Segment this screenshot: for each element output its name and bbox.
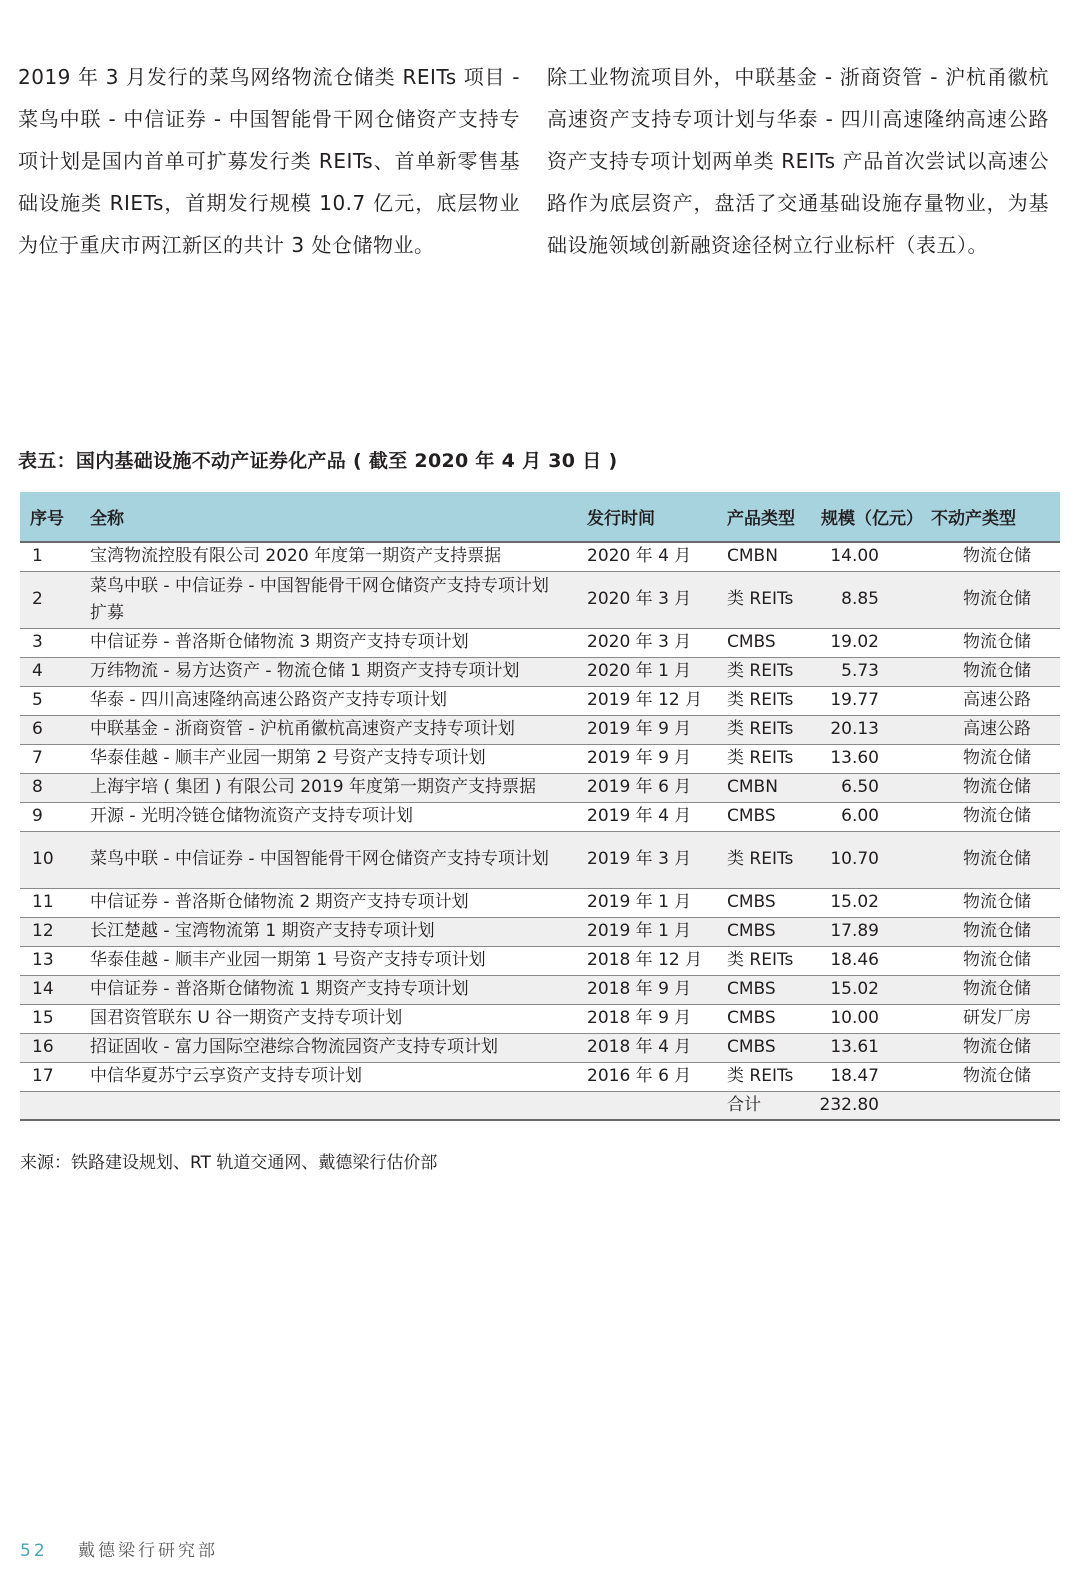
table-row [20,542,1060,571]
cell-type: 类 REITs [727,719,794,739]
cell-name: 中信华夏苏宁云享资产支持专项计划 [90,1066,362,1086]
table-row [20,1062,1060,1091]
page-number: 52 [20,1541,48,1561]
cell-kind: 物流仓储 [963,748,1031,768]
body-paragraph-left: 2019 年 3 月发行的菜鸟网络物流仓储类 REITs 项目 - 菜鸟中联 - 中信证券 - 中国智能骨干网仓储资产支持专项计划是国内首单可扩募发行类 REITs、首单新零售基础设施类 RIETs，首期发行规模 10.7 亿元，底层物业为位于重庆市两江新区的共计 3 处仓储物业。 [18,65,520,257]
cell-scale: 8.85 [841,589,879,609]
page-footer [20,1536,218,1561]
cell-kind: 高速公路 [963,690,1031,710]
cell-type: 类 REITs [727,690,794,710]
cell-date: 2018 年 12 月 [587,950,703,970]
cell-no: 6 [32,719,43,739]
cell-name: 中信证券 - 普洛斯仓储物流 1 期资产支持专项计划 [90,979,469,999]
cell-kind: 研发厂房 [963,1008,1031,1028]
cell-no: 5 [32,690,43,710]
cell-scale: 18.46 [830,950,879,970]
cell-no: 2 [32,589,43,609]
cell-name: 国君资管联东 U 谷一期资产支持专项计划 [90,1008,403,1028]
cell-scale: 6.50 [841,777,879,797]
header-name: 全称 [90,509,124,529]
cell-no: 1 [32,546,43,567]
cell-scale: 19.77 [830,690,879,710]
cell-date: 2019 年 12 月 [587,690,703,710]
cell-kind: 高速公路 [963,719,1031,739]
cell-name: 菜鸟中联 - 中信证券 - 中国智能骨干网仓储资产支持专项计划 [90,849,549,869]
table-row [20,628,1060,657]
cell-date: 2020 年 1 月 [587,661,692,681]
cell-type: 类 REITs [727,661,794,681]
cell-name: 宝湾物流控股有限公司 2020 年度第一期资产支持票据 [90,546,502,567]
total-empty-cell [921,1091,1060,1120]
cell-type: CMBN [727,777,778,797]
total-label: 合计 [727,1094,761,1115]
table-row [20,1033,1060,1062]
source-note: 来源：铁路建设规划、RT 轨道交通网、戴德梁行估价部 [20,1153,438,1173]
cell-name: 万纬物流 - 易方达资产 - 物流仓储 1 期资产支持专项计划 [90,661,520,681]
cell-date: 2019 年 6 月 [587,777,692,797]
cell-type: CMBS [727,892,776,912]
table-row [20,571,1060,628]
cell-name: 中联基金 - 浙商资管 - 沪杭甬徽杭高速资产支持专项计划 [90,719,515,739]
cell-name: 菜鸟中联 - 中信证券 - 中国智能骨干网仓储资产支持专项计划扩募 [90,575,549,623]
cell-date: 2019 年 1 月 [587,892,692,912]
total-empty-cell [20,1091,80,1120]
cell-no: 9 [32,806,43,826]
cell-scale: 13.60 [830,748,879,768]
header-type: 产品类型 [727,509,795,529]
table-title: 表五：国内基础设施不动产证券化产品 ( 截至 2020 年 4 月 30 日 ) [18,450,618,472]
cell-type: CMBN [727,546,778,567]
cell-name: 华泰佳越 - 顺丰产业园一期第 1 号资产支持专项计划 [90,950,486,970]
table-row [20,917,1060,946]
cell-kind: 物流仓储 [963,589,1031,609]
cell-date: 2018 年 9 月 [587,1008,692,1028]
cell-no: 13 [32,950,54,970]
table-row [20,888,1060,917]
cell-kind: 物流仓储 [963,1037,1031,1057]
table-row [20,1004,1060,1033]
cell-kind: 物流仓储 [963,892,1031,912]
cell-name: 上海宇培 ( 集团 ) 有限公司 2019 年度第一期资产支持票据 [90,777,536,797]
table-row [20,657,1060,686]
cell-name: 招证固收 - 富力国际空港综合物流园资产支持专项计划 [90,1037,498,1057]
cell-type: CMBS [727,979,776,999]
cell-date: 2018 年 4 月 [587,1037,692,1057]
table-row [20,946,1060,975]
table-row [20,773,1060,802]
cell-date: 2019 年 4 月 [587,806,692,826]
cell-kind: 物流仓储 [963,979,1031,999]
cell-type: CMBS [727,806,776,826]
cell-name: 中信证券 - 普洛斯仓储物流 3 期资产支持专项计划 [90,632,469,652]
cell-kind: 物流仓储 [963,777,1031,797]
cell-date: 2018 年 9 月 [587,979,692,999]
cell-kind: 物流仓储 [963,921,1031,941]
cell-scale: 20.13 [830,719,879,739]
cell-scale: 6.00 [841,806,879,826]
cell-type: CMBS [727,1008,776,1028]
cell-type: CMBS [727,1037,776,1057]
footer-org: 戴德梁行研究部 [78,1541,219,1561]
cell-type: 类 REITs [727,1066,794,1086]
cell-date: 2019 年 9 月 [587,748,692,768]
cell-kind: 物流仓储 [963,632,1031,652]
products-table [20,492,1060,1121]
cell-name: 华泰佳越 - 顺丰产业园一期第 2 号资产支持专项计划 [90,748,486,768]
total-empty-cell [80,1091,577,1120]
header-no: 序号 [30,509,64,529]
cell-name: 中信证券 - 普洛斯仓储物流 2 期资产支持专项计划 [90,892,469,912]
header-scale: 规模（亿元） [821,509,923,529]
cell-no: 11 [32,892,54,912]
cell-date: 2019 年 9 月 [587,719,692,739]
cell-no: 17 [32,1066,54,1086]
cell-type: 类 REITs [727,748,794,768]
cell-no: 12 [32,921,54,941]
table-header-row [20,492,1060,542]
header-date: 发行时间 [587,509,655,529]
table-row [20,831,1060,888]
cell-type: CMBS [727,632,776,652]
cell-type: CMBS [727,921,776,941]
cell-date: 2020 年 4 月 [587,546,692,567]
table-row [20,686,1060,715]
total-empty-cell [577,1091,717,1120]
cell-scale: 15.02 [830,892,879,912]
cell-date: 2019 年 1 月 [587,921,692,941]
cell-scale: 15.02 [830,979,879,999]
cell-no: 10 [32,849,54,869]
body-paragraph-right: 除工业物流项目外，中联基金 - 浙商资管 - 沪杭甬徽杭高速资产支持专项计划与华泰 - 四川高速隆纳高速公路资产支持专项计划两单类 REITs 产品首次尝试以高速公路作为底层资产，盘活了交通基础设施存量物业，为基础设施领域创新融资途径树立行业标杆（表五）。 [547,65,1049,257]
cell-no: 8 [32,777,43,797]
cell-kind: 物流仓储 [963,1066,1031,1086]
cell-date: 2020 年 3 月 [587,589,692,609]
cell-type: 类 REITs [727,589,794,609]
table-row [20,744,1060,773]
cell-kind: 物流仓储 [963,546,1031,567]
cell-no: 16 [32,1037,54,1057]
cell-date: 2020 年 3 月 [587,632,692,652]
table-row [20,715,1060,744]
cell-scale: 14.00 [830,546,879,567]
table-row [20,802,1060,831]
cell-kind: 物流仓储 [963,806,1031,826]
cell-kind: 物流仓储 [963,849,1031,869]
cell-scale: 13.61 [830,1037,879,1057]
cell-scale: 10.70 [830,849,879,869]
cell-type: 类 REITs [727,849,794,869]
cell-name: 长江楚越 - 宝湾物流第 1 期资产支持专项计划 [90,921,435,941]
total-value: 232.80 [819,1094,879,1115]
cell-name: 开源 - 光明冷链仓储物流资产支持专项计划 [90,806,413,826]
cell-date: 2016 年 6 月 [587,1066,692,1086]
cell-type: 类 REITs [727,950,794,970]
cell-no: 14 [32,979,54,999]
cell-date: 2019 年 3 月 [587,849,692,869]
cell-no: 3 [32,632,43,652]
table-total-row [20,1091,1060,1120]
cell-no: 15 [32,1008,54,1028]
header-kind: 不动产类型 [931,509,1016,529]
cell-kind: 物流仓储 [963,661,1031,681]
cell-scale: 5.73 [841,661,879,681]
cell-kind: 物流仓储 [963,950,1031,970]
cell-scale: 19.02 [830,632,879,652]
cell-scale: 10.00 [830,1008,879,1028]
cell-no: 7 [32,748,43,768]
cell-name: 华泰 - 四川高速隆纳高速公路资产支持专项计划 [90,690,447,710]
cell-scale: 18.47 [830,1066,879,1086]
cell-scale: 17.89 [830,921,879,941]
cell-no: 4 [32,661,43,681]
table-row [20,975,1060,1004]
